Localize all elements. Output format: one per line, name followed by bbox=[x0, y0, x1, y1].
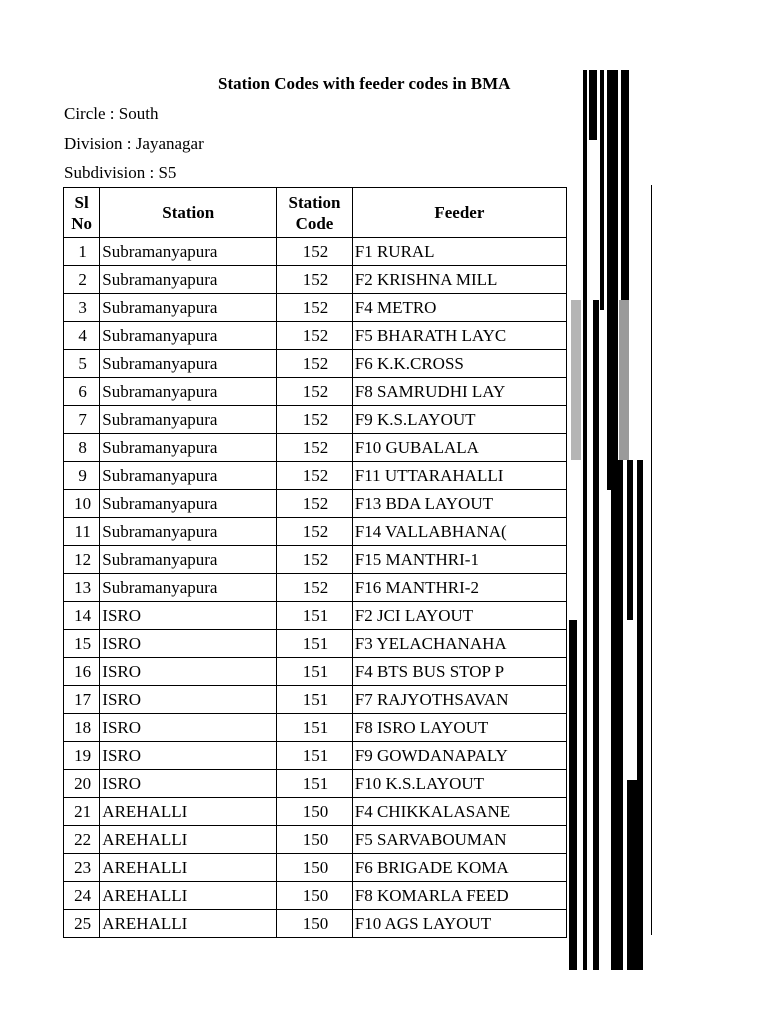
cell-station: Subramanyapura bbox=[100, 462, 277, 490]
cell-station: Subramanyapura bbox=[100, 378, 277, 406]
scan-stripe bbox=[611, 460, 623, 970]
cell-feeder: F15 MANTHRI-1 bbox=[352, 546, 566, 574]
cell-station-code: 152 bbox=[277, 294, 353, 322]
cell-feeder: F8 SAMRUDHI LAY bbox=[352, 378, 566, 406]
table-row bbox=[64, 294, 567, 322]
cell-station-code: 151 bbox=[277, 658, 353, 686]
cell-sl-no: 25 bbox=[64, 910, 100, 938]
cell-station-code: 150 bbox=[277, 826, 353, 854]
cell-station-code: 152 bbox=[277, 238, 353, 266]
cell-station: ISRO bbox=[100, 714, 277, 742]
cell-sl-no: 4 bbox=[64, 322, 100, 350]
table-row bbox=[64, 630, 567, 658]
cell-sl-no: 21 bbox=[64, 798, 100, 826]
cell-sl-no: 9 bbox=[64, 462, 100, 490]
table-row bbox=[64, 826, 567, 854]
scan-stripe bbox=[583, 70, 587, 970]
scan-stripe bbox=[600, 70, 604, 310]
table-row bbox=[64, 602, 567, 630]
table-row bbox=[64, 378, 567, 406]
cell-feeder: F10 AGS LAYOUT bbox=[352, 910, 566, 938]
table-row bbox=[64, 490, 567, 518]
cell-feeder: F5 BHARATH LAYC bbox=[352, 322, 566, 350]
cell-sl-no: 11 bbox=[64, 518, 100, 546]
table-header-row bbox=[64, 188, 567, 238]
cell-station: AREHALLI bbox=[100, 910, 277, 938]
table-row bbox=[64, 266, 567, 294]
cell-feeder: F10 GUBALALA bbox=[352, 434, 566, 462]
scan-stripe bbox=[651, 185, 652, 935]
scan-stripe bbox=[619, 300, 629, 460]
cell-station: ISRO bbox=[100, 770, 277, 798]
cell-station: Subramanyapura bbox=[100, 294, 277, 322]
cell-sl-no: 17 bbox=[64, 686, 100, 714]
scan-stripe bbox=[621, 70, 629, 300]
cell-sl-no: 19 bbox=[64, 742, 100, 770]
cell-station-code: 151 bbox=[277, 714, 353, 742]
header-feeder: Feeder bbox=[352, 188, 566, 238]
cell-station-code: 152 bbox=[277, 266, 353, 294]
subdivision-label: Subdivision : S5 bbox=[64, 163, 177, 182]
cell-sl-no: 7 bbox=[64, 406, 100, 434]
table-row bbox=[64, 686, 567, 714]
scan-stripe bbox=[607, 70, 618, 490]
cell-station: Subramanyapura bbox=[100, 322, 277, 350]
cell-station: Subramanyapura bbox=[100, 546, 277, 574]
table-row bbox=[64, 658, 567, 686]
table-row bbox=[64, 350, 567, 378]
cell-sl-no: 8 bbox=[64, 434, 100, 462]
cell-sl-no: 6 bbox=[64, 378, 100, 406]
cell-feeder: F4 METRO bbox=[352, 294, 566, 322]
header-sl-line2: No bbox=[71, 213, 93, 233]
cell-station-code: 152 bbox=[277, 350, 353, 378]
cell-feeder: F4 BTS BUS STOP P bbox=[352, 658, 566, 686]
cell-feeder: F9 K.S.LAYOUT bbox=[352, 406, 566, 434]
cell-feeder: F2 KRISHNA MILL bbox=[352, 266, 566, 294]
table-row bbox=[64, 238, 567, 266]
cell-station: ISRO bbox=[100, 742, 277, 770]
cell-station-code: 150 bbox=[277, 882, 353, 910]
table-row bbox=[64, 882, 567, 910]
header-sl-no bbox=[64, 188, 100, 238]
cell-station: Subramanyapura bbox=[100, 238, 277, 266]
cell-feeder: F7 RAJYOTHSAVAN bbox=[352, 686, 566, 714]
cell-station: ISRO bbox=[100, 686, 277, 714]
cell-station-code: 150 bbox=[277, 910, 353, 938]
header-sl-line1: Sl bbox=[74, 192, 89, 212]
cell-station-code: 152 bbox=[277, 518, 353, 546]
cell-feeder: F13 BDA LAYOUT bbox=[352, 490, 566, 518]
cell-station: Subramanyapura bbox=[100, 518, 277, 546]
cell-station: AREHALLI bbox=[100, 882, 277, 910]
cell-sl-no: 3 bbox=[64, 294, 100, 322]
scan-artifact-stripes bbox=[567, 0, 768, 1024]
cell-station: Subramanyapura bbox=[100, 490, 277, 518]
feeder-table bbox=[63, 187, 567, 938]
table-row bbox=[64, 854, 567, 882]
cell-station: AREHALLI bbox=[100, 798, 277, 826]
cell-sl-no: 1 bbox=[64, 238, 100, 266]
cell-station-code: 151 bbox=[277, 630, 353, 658]
cell-sl-no: 10 bbox=[64, 490, 100, 518]
table-row bbox=[64, 406, 567, 434]
table-row bbox=[64, 322, 567, 350]
cell-station-code: 150 bbox=[277, 854, 353, 882]
cell-station-code: 152 bbox=[277, 434, 353, 462]
cell-station: Subramanyapura bbox=[100, 434, 277, 462]
table-row bbox=[64, 770, 567, 798]
circle-label: Circle : South bbox=[64, 104, 159, 123]
cell-sl-no: 24 bbox=[64, 882, 100, 910]
scan-stripe bbox=[593, 300, 599, 970]
cell-station-code: 152 bbox=[277, 322, 353, 350]
cell-station: ISRO bbox=[100, 602, 277, 630]
cell-feeder: F4 CHIKKALASANE bbox=[352, 798, 566, 826]
cell-sl-no: 18 bbox=[64, 714, 100, 742]
cell-station: Subramanyapura bbox=[100, 350, 277, 378]
cell-station: ISRO bbox=[100, 658, 277, 686]
cell-station: AREHALLI bbox=[100, 826, 277, 854]
scan-stripe bbox=[627, 780, 643, 970]
cell-station-code: 152 bbox=[277, 462, 353, 490]
cell-station-code: 152 bbox=[277, 406, 353, 434]
cell-sl-no: 5 bbox=[64, 350, 100, 378]
cell-station: ISRO bbox=[100, 630, 277, 658]
cell-feeder: F9 GOWDANAPALY bbox=[352, 742, 566, 770]
cell-feeder: F1 RURAL bbox=[352, 238, 566, 266]
scan-stripe bbox=[571, 300, 581, 460]
cell-sl-no: 16 bbox=[64, 658, 100, 686]
cell-feeder: F14 VALLABHANA( bbox=[352, 518, 566, 546]
cell-feeder: F10 K.S.LAYOUT bbox=[352, 770, 566, 798]
header-station: Station bbox=[100, 188, 277, 238]
cell-feeder: F16 MANTHRI-2 bbox=[352, 574, 566, 602]
header-code-line1: Station bbox=[288, 192, 341, 212]
cell-feeder: F6 BRIGADE KOMA bbox=[352, 854, 566, 882]
scan-stripe bbox=[569, 620, 577, 970]
table-row bbox=[64, 714, 567, 742]
cell-sl-no: 23 bbox=[64, 854, 100, 882]
cell-station-code: 152 bbox=[277, 490, 353, 518]
cell-station-code: 151 bbox=[277, 742, 353, 770]
cell-station-code: 151 bbox=[277, 602, 353, 630]
cell-feeder: F3 YELACHANAHA bbox=[352, 630, 566, 658]
cell-station-code: 152 bbox=[277, 378, 353, 406]
cell-station-code: 152 bbox=[277, 546, 353, 574]
table-row bbox=[64, 574, 567, 602]
table-row bbox=[64, 462, 567, 490]
table-row bbox=[64, 742, 567, 770]
division-label: Division : Jayanagar bbox=[64, 134, 204, 153]
cell-feeder: F8 KOMARLA FEED bbox=[352, 882, 566, 910]
cell-feeder: F5 SARVABOUMAN bbox=[352, 826, 566, 854]
cell-station-code: 151 bbox=[277, 686, 353, 714]
table-row bbox=[64, 798, 567, 826]
cell-station-code: 151 bbox=[277, 770, 353, 798]
cell-feeder: F11 UTTARAHALLI bbox=[352, 462, 566, 490]
cell-station: AREHALLI bbox=[100, 854, 277, 882]
cell-station: Subramanyapura bbox=[100, 574, 277, 602]
cell-feeder: F6 K.K.CROSS bbox=[352, 350, 566, 378]
cell-station-code: 152 bbox=[277, 574, 353, 602]
cell-sl-no: 13 bbox=[64, 574, 100, 602]
cell-feeder: F2 JCI LAYOUT bbox=[352, 602, 566, 630]
table-row bbox=[64, 910, 567, 938]
table-row bbox=[64, 546, 567, 574]
cell-station-code: 150 bbox=[277, 798, 353, 826]
scan-stripe bbox=[627, 460, 633, 620]
cell-sl-no: 14 bbox=[64, 602, 100, 630]
document-title: Station Codes with feeder codes in BMA bbox=[218, 74, 511, 93]
table-row bbox=[64, 434, 567, 462]
cell-station: Subramanyapura bbox=[100, 406, 277, 434]
cell-sl-no: 22 bbox=[64, 826, 100, 854]
header-station-code bbox=[277, 188, 353, 238]
table-row bbox=[64, 518, 567, 546]
cell-sl-no: 12 bbox=[64, 546, 100, 574]
cell-feeder: F8 ISRO LAYOUT bbox=[352, 714, 566, 742]
table-body bbox=[64, 238, 567, 938]
header-code-line2: Code bbox=[295, 213, 334, 233]
scan-stripe bbox=[589, 70, 597, 140]
cell-station: Subramanyapura bbox=[100, 266, 277, 294]
cell-sl-no: 20 bbox=[64, 770, 100, 798]
cell-sl-no: 2 bbox=[64, 266, 100, 294]
cell-sl-no: 15 bbox=[64, 630, 100, 658]
